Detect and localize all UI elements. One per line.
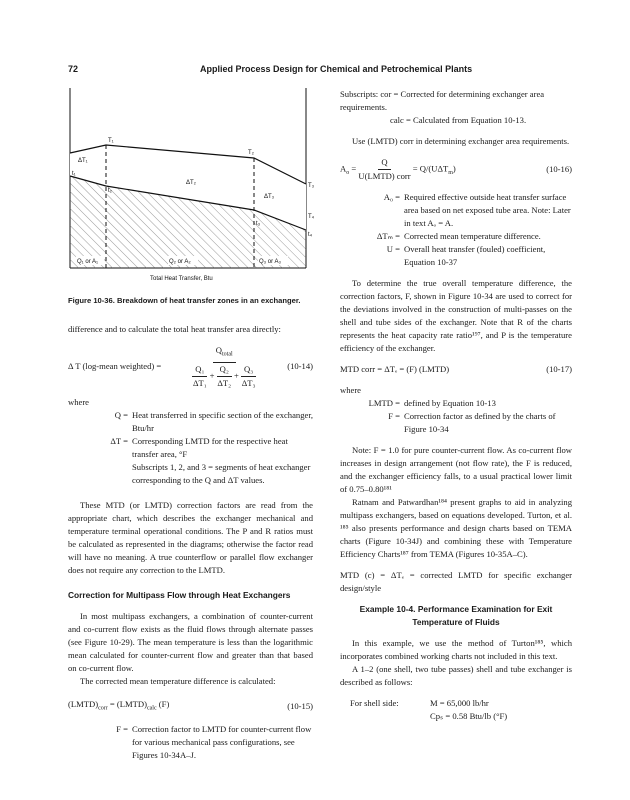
label-dT3: ΔT₃ <box>264 194 275 200</box>
paragraph-true-diff: To determine the true overall temperature difference, the correction factors, F, shown in Figure 10-34 are used to correct for the deviations involved in the construction of multi-passes on the shell and tube sides of the exchanger. Note that R of the charts represents the heat capacity rate ratio¹⁹⁷, and P is the temperature efficiency of the exchanger. <box>340 278 572 353</box>
label-T1: T₁ <box>108 138 114 144</box>
right-column: Subscripts: cor = Corrected for determining exchanger area requirements. calc = Calculated from Equation 10-13. Use (LMTD) corr in determining exchanger area requirements. $A_o$ = $\frac{Q}{\text{U(LMTD) corr}}$ = $Q/(U\Delta T_m)$ (10-16) A₀ = Required effective outside heat transfer surface area based on net exposed tube area. Note: Later in text Aₒ = A. ΔTₘ = Corrected mean temperature difference. U = Overall heat transfer (fouled) coefficient, Equation 10-37 To determine the true overall temperature difference, the correction factors, F, shown in Figure 10-34 are used to correct for the deviations involved in the construction of multi-passes on the shell and tube sides of the exchanger. Note that R of the charts represents the heat capacity rate ratio¹⁹⁷, and P is the temperature efficiency of the exchanger. MTD corr = ΔTₑ = (F) (LMTD) (10-17) where LMTD = defined by Equation 10-13 F = Correction factor as defined by the charts of Figure 10-34 Note: F = 1.0 for pure counter-current flow. As co-current flow increases in design arrangement (not flow rate), the F is reduced, and the exchanger efficiency falls, to a usual practical lower limit of 0.75–0.80¹⁸¹ Ratnam and Patwardhan¹⁸⁴ present graphs to aid in analyzing multipass exchangers, based on equations developed. Turton, et al. ¹⁸⁵ also presents performance and design charts based on TEMA charts (Figure 10-34J) and combining these with Temperature Efficiency Charts¹⁸⁷ from TEMA (Figures 10-35A–C). MTD (c) = ΔTₑ = corrected LMTD for specific exchanger design/style Example 10-4. Performance Examination for Exit Temperature of Fluids In this example, we use the method of Turton¹⁸⁵, which incorporates combined working charts not included in this text. A 1–2 (one shell, two tube passes) shell and tube exchanger is described as follows: For shell side: M = 65,000 lb/hr Cpₛ = 0.58 Btu/lb (°F) <box>340 89 572 721</box>
def-F: F = Correction factor to LMTD for counter-current flow for various mechanical pass configurations, see Figures 10-34A–J. <box>116 724 312 761</box>
paragraph-use-lmtd: Use (LMTD) corr in determining exchanger area requirements. <box>352 136 570 146</box>
paragraph-multipass: In most multipass exchangers, a combination of counter-current and co-current flow exists as the fluid flows through alternate passes (see Figure 10-29). The mean temperature is less than the logarithmic mean calculated for counter-current flow and greater than that based on co-current flow. <box>68 610 313 673</box>
def-dT: ΔT = Corresponding LMTD for the respective heat transfer area, °F <box>110 435 288 459</box>
paragraph-corrected: The corrected mean temperature difference is calculated: <box>80 675 276 686</box>
page-number: 72 <box>68 64 79 74</box>
equation-10-15: $(LMTD)_{corr}$ = $(LMTD)_{calc}$ (F) (10-15) <box>68 698 313 712</box>
zone-1-label: Q₁ or A₁ <box>77 259 99 265</box>
example-title-2: Temperature of Fluids <box>412 617 500 627</box>
label-dT1: ΔT₁ <box>78 158 88 164</box>
intro-text: difference and to calculate the total heat transfer area directly: <box>68 324 281 334</box>
paragraph-mtd-factors: These MTD (or LMTD) correction factors are read from the appropriate chart, which describes the exchanger mechanical and temperature terminal operational conditions. The P and R ratios must be calculated as represented in the diagrams; otherwise the factor read will have no meaning. A true counterflow or parallel flow exchanger does not require any correction to the LMTD. <box>68 499 313 575</box>
equation-10-14: Δ T (log-mean weighted) = $Q_{total}$ $\frac{\text{Q₁}}{\text{ΔT₁}}$ + $\frac{\text{Q₂}}{\text{ΔT₂}}$ + $\frac{\text{Q₃}}{\text{ΔT₃}}$ (10-14) <box>68 345 313 388</box>
x-axis-label: Total Heat Transfer, Btu <box>150 276 213 282</box>
running-title: Applied Process Design for Chemical and Petrochemical Plants <box>200 64 473 74</box>
section-heading: Correction for Multipass Flow through Heat Exchangers <box>68 589 291 600</box>
zone-3-label: Q₃ or A₃ <box>259 259 281 265</box>
equation-10-16: $A_o$ = $\frac{Q}{\text{U(LMTD) corr}}$ = $Q/(U\Delta T_m)$ (10-16) <box>340 157 572 181</box>
label-T4: T₄ <box>308 214 315 220</box>
def-F2: F = Correction factor as defined by the charts of Figure 10-34 <box>388 411 556 434</box>
def-Q: Q = Heat transferred in specific section of the exchanger, Btu/hr <box>114 409 313 433</box>
subscripts-corr: Subscripts: cor = Corrected for determining exchanger area requirements. <box>340 89 545 112</box>
shell-side-data: For shell side: M = 65,000 lb/hr Cpₛ = 0.58 Btu/lb (°F) <box>350 698 508 721</box>
zone-2-label: Q₂ or A₂ <box>169 259 191 265</box>
mtd-c-definition: MTD (c) = ΔTₑ = corrected LMTD for specific exchanger design/style <box>340 570 572 593</box>
def-U: U = Overall heat transfer (fouled) coefficient, Equation 10-37 <box>386 244 546 267</box>
paragraph-example-2: A 1–2 (one shell, two tube passes) shell and tube exchanger is described as follows: <box>340 664 572 687</box>
paragraph-ratnam: Ratnam and Patwardhan¹⁸⁴ present graphs to aid in analyzing multipass exchangers, based on equations developed. Turton, et al. ¹⁸⁵ also presents performance and design charts based on TEMA charts (Figure 10-34J) and combining these with Temperature Efficiency Charts¹⁸⁷ from TEMA (Figures 10-35A–C). <box>340 497 572 559</box>
label-t2: t₂ <box>108 188 112 194</box>
label-t3: t₃ <box>256 221 261 227</box>
note-F: Note: F = 1.0 for pure counter-current flow. As co-current flow increases in design arrangement (not flow rate), the F is reduced, and the exchanger efficiency falls, to a usual practical lower limit of 0.75–0.80¹⁸¹ <box>340 445 572 494</box>
subscripts-note: Subscripts 1, 2, and 3 = segments of heat exchanger corresponding to the Q and ΔT values. <box>132 461 311 485</box>
def-Ao: A₀ = Required effective outside heat transfer surface area based on net exposed tube area. Note: Later in text Aₒ = A. <box>383 192 571 228</box>
subscripts-calc: calc = Calculated from Equation 10-13. <box>390 115 527 125</box>
paragraph-example: In this example, we use the method of Turton¹⁸⁵, which incorporates combined working charts not included in this text. <box>340 638 572 661</box>
label-T3: T₃ <box>308 183 315 189</box>
example-title-1: Example 10-4. Performance Examination for Exit <box>359 604 553 614</box>
label-dT2: ΔT₂ <box>186 180 197 186</box>
def-LMTD: LMTD = defined by Equation 10-13 <box>368 398 496 408</box>
def-dTm: ΔTₘ = Corrected mean temperature difference. <box>376 231 541 241</box>
label-T2: T₂ <box>248 150 254 156</box>
figure-caption: Figure 10-36. Breakdown of heat transfer zones in an exchanger. <box>68 296 301 305</box>
equation-10-17: MTD corr = ΔTₑ = (F) (LMTD) (10-17) <box>340 364 572 374</box>
label-t1: t₁ <box>72 171 76 177</box>
left-column: difference and to calculate the total heat transfer area directly: Δ T (log-mean weighted) = $Q_{total}$ $\frac{\text{Q₁}}{\text{ΔT₁}}$ + $\frac{\text{Q₂}}{\text{ΔT₂}}$ + $\frac{\text{Q₃}}{\text{ΔT₃}}$ (10-14) where Q = Heat transferred in specific section of the exchanger, Btu/hr ΔT = Corresponding LMTD for the respective heat transfer area, °F Subscripts 1, 2, and 3 = segments of heat exchanger corresponding to the Q and ΔT values. These MTD (or LMTD) correction factors are read from the appropriate chart, which describes the exchanger mechanical and temperature terminal operational conditions. The P and R ratios must be calculated as represented in the diagrams; otherwise the factor read will have no meaning. A true counterflow or parallel flow exchanger does not require any correction to the LMTD. Correction for Multipass Flow through Heat Exchangers In most multipass exchangers, a combination of counter-current and co-current flow exists as the fluid flows through alternate passes (see Figure 10-29). The mean temperature is less than the logarithmic mean calculated for counter-current flow and greater than that based on co-current flow. The corrected mean temperature difference is calculated: $(LMTD)_{corr}$ = $(LMTD)_{calc}$ (F) (10-15) F = Correction factor to LMTD for counter-current flow for various mechanical pass configurations, see Figures 10-34A–J. <box>68 324 313 761</box>
heat-zone-figure <box>68 88 324 288</box>
label-t4: t₄ <box>308 232 313 238</box>
